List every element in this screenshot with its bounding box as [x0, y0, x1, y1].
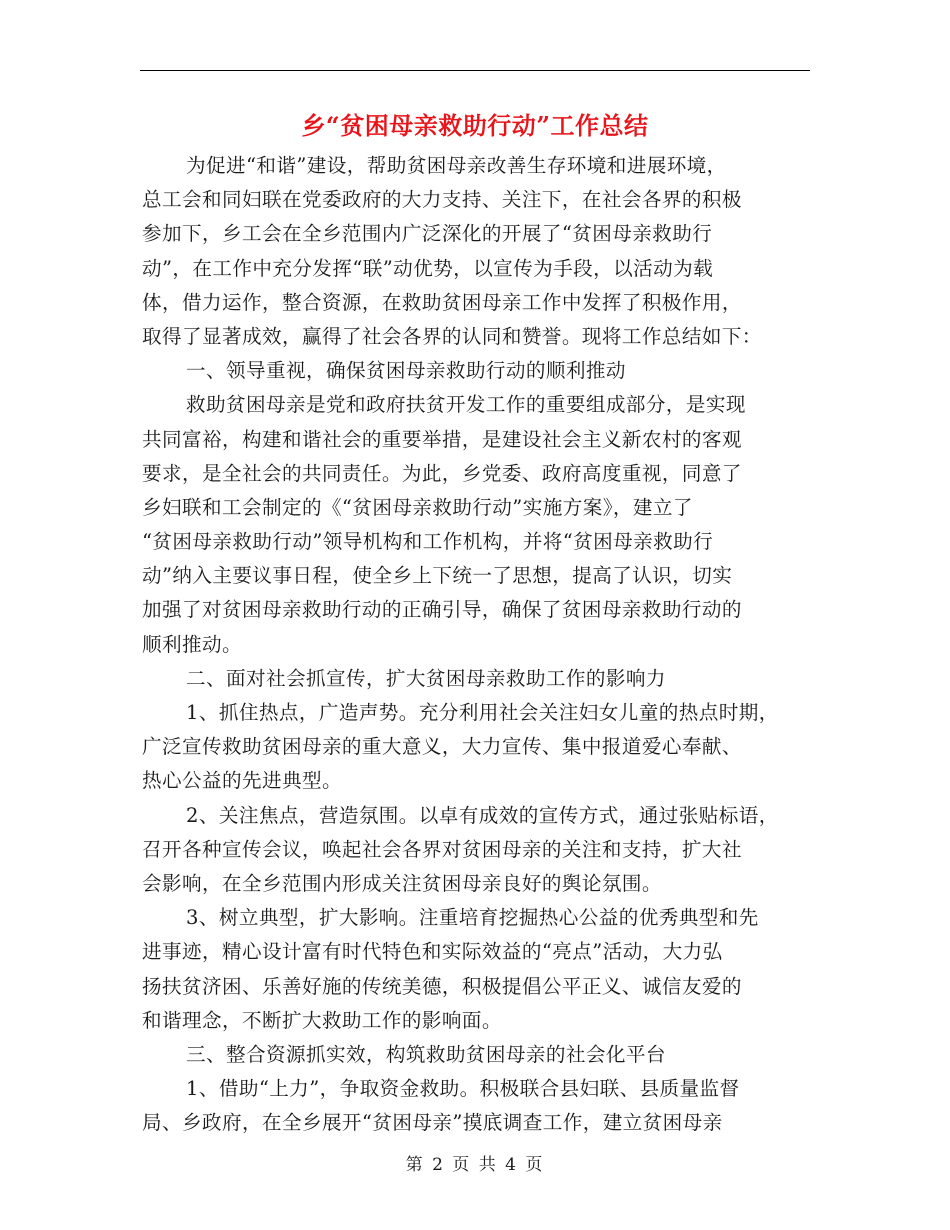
header-rule	[140, 70, 810, 71]
body-line: 扬扶贫济困、乐善好施的传统美德，积极提倡公平正义、诚信友爱的	[142, 974, 742, 998]
body-line: 二、面对社会抓宣传，扩大贫困母亲救助工作的影响力	[186, 666, 666, 690]
body-line: 顺利推动。	[142, 632, 242, 656]
document-body	[142, 149, 822, 1140]
body-line: 召开各种宣传会议，唤起社会各界对贫困母亲的关注和支持，扩大社	[142, 837, 742, 861]
body-line: “贫困母亲救助行动”领导机构和工作机构，并将“贫困母亲救助行	[142, 530, 714, 554]
body-line: 1、抓住热点，广造声势。充分利用社会关注妇女儿童的热点时期，	[186, 701, 779, 724]
body-line: 乡妇联和工会制定的《“贫困母亲救助行动”实施方案》，建立了	[142, 495, 693, 519]
body-line: 加强了对贫困母亲救助行动的正确引导，确保了贫困母亲救助行动的	[142, 598, 742, 622]
body-line: 共同富裕，构建和谐社会的重要举措，是建设社会主义新农村的客观	[142, 427, 742, 451]
document-title: 乡“贫困母亲救助行动”工作总结	[301, 111, 649, 140]
body-line: 动”纳入主要议事日程，使全乡上下统一了思想，提高了认识，切实	[142, 564, 733, 588]
body-line: 体，借力运作，整合资源，在救助贫困母亲工作中发挥了积极作用，	[142, 290, 742, 314]
body-line: 2、关注焦点，营造氛围。以卓有成效的宣传方式，通过张贴标语，	[186, 803, 779, 827]
body-line: 动”，在工作中充分发挥“联”动优势，以宣传为手段，以活动为载	[142, 256, 714, 280]
body-line: 3、树立典型，扩大影响。注重培育挖掘热心公益的优秀典型和先	[186, 906, 759, 930]
body-line: 进事迹，精心设计富有时代特色和实际效益的“亮点”活动，大力弘	[142, 940, 723, 964]
body-line: 取得了显著成效，赢得了社会各界的认同和赞誉。现将工作总结如下：	[142, 324, 762, 348]
body-line: 总工会和同妇联在党委政府的大力支持、关注下，在社会各界的积极	[142, 188, 742, 212]
body-line: 1、借助“上力”，争取资金救助。积极联合县妇联、县质量监督	[186, 1077, 740, 1101]
body-line: 为促进“和谐”建设，帮助贫困母亲改善生存环境和进展环境，	[186, 154, 727, 177]
body-line: 广泛宣传救助贫困母亲的重大意义，大力宣传、集中报道爱心奉献、	[142, 735, 742, 759]
body-line: 要求，是全社会的共同责任。为此，乡党委、政府高度重视，同意了	[142, 461, 742, 485]
body-line: 热心公益的先进典型。	[142, 769, 342, 793]
body-line: 参加下，乡工会在全乡范围内广泛深化的开展了“贫困母亲救助行	[142, 222, 713, 246]
body-line: 局、乡政府，在全乡展开“贫困母亲”摸底调查工作，建立贫困母亲	[142, 1111, 723, 1135]
body-line: 救助贫困母亲是党和政府扶贫开发工作的重要组成部分，是实现	[186, 393, 746, 417]
body-line: 三、整合资源抓实效，构筑救助贫困母亲的社会化平台	[186, 1042, 666, 1066]
body-line: 一、领导重视，确保贫困母亲救助行动的顺利推动	[186, 359, 626, 383]
body-line: 会影响，在全乡范围内形成关注贫困母亲良好的舆论氛围。	[142, 871, 662, 895]
page-number: 第 2 页 共 4 页	[405, 1155, 545, 1175]
body-line: 和谐理念，不断扩大救助工作的影响面。	[142, 1008, 502, 1032]
